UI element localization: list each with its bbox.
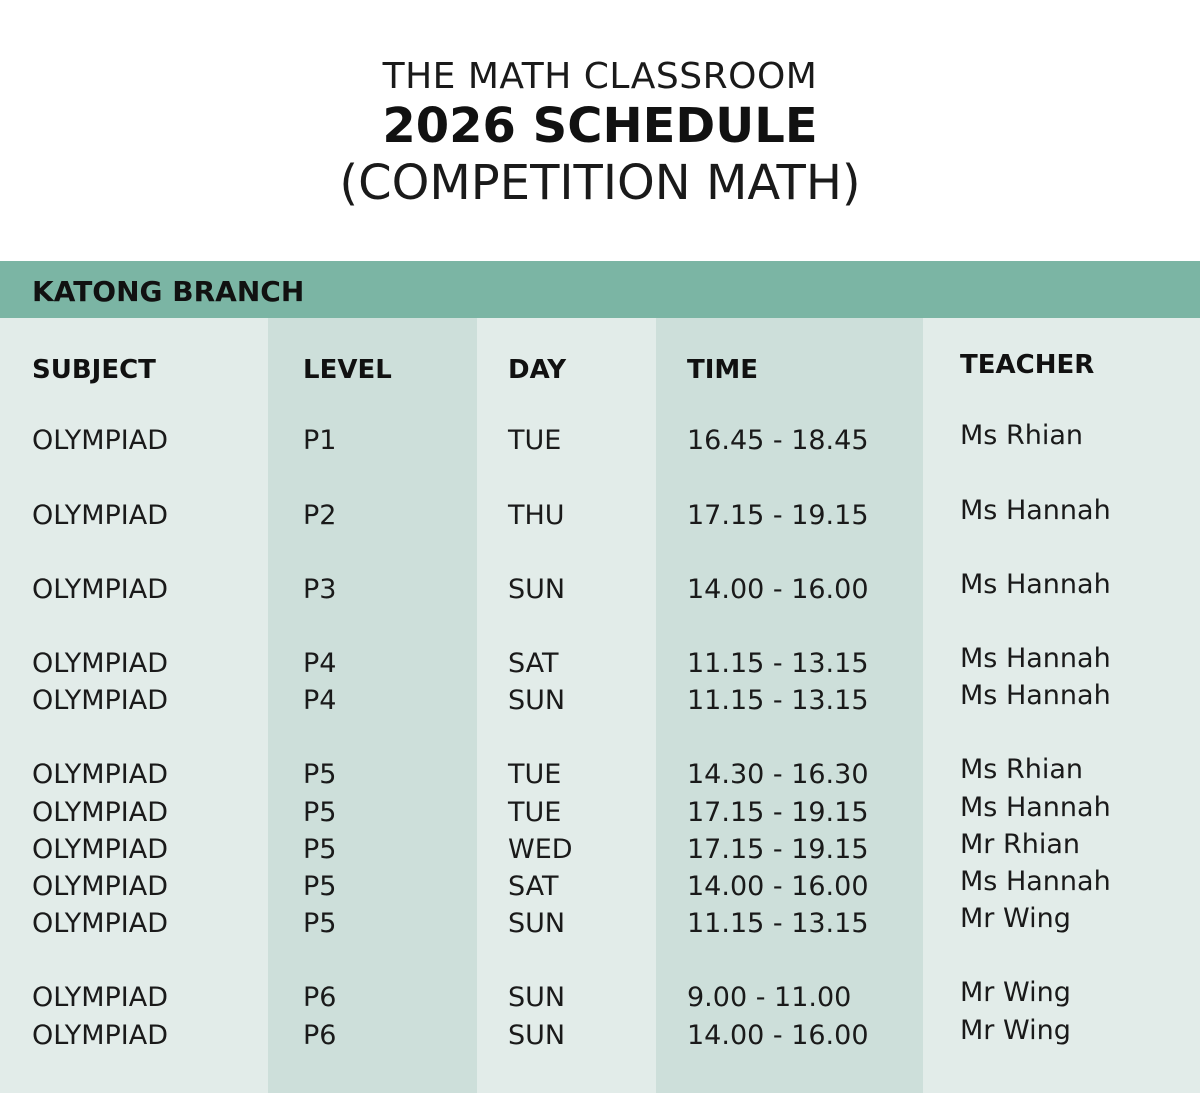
cell-teacher: Ms Rhian: [960, 420, 1083, 451]
cell-level: P5: [303, 759, 337, 790]
cell-time: 16.45 - 18.45: [687, 425, 869, 456]
cell-level: P5: [303, 908, 337, 939]
title-schedule-year: 2026 SCHEDULE: [382, 98, 818, 154]
cell-time: 17.15 - 19.15: [687, 500, 869, 531]
header-level: LEVEL: [303, 355, 392, 385]
cell-subject: OLYMPIAD: [32, 425, 169, 456]
header-day: DAY: [508, 355, 567, 385]
cell-level: P1: [303, 425, 337, 456]
cell-time: 9.00 - 11.00: [687, 982, 852, 1013]
cell-time: 11.15 - 13.15: [687, 908, 869, 939]
cell-day: TUE: [508, 759, 562, 790]
cell-subject: OLYMPIAD: [32, 574, 169, 605]
cell-subject: OLYMPIAD: [32, 908, 169, 939]
cell-subject: OLYMPIAD: [32, 1020, 169, 1051]
header-teacher: TEACHER: [960, 350, 1095, 380]
cell-time: 17.15 - 19.15: [687, 797, 869, 828]
cell-day: SUN: [508, 982, 566, 1013]
cell-day: SAT: [508, 648, 559, 679]
cell-subject: OLYMPIAD: [32, 500, 169, 531]
cell-day: SUN: [508, 685, 566, 716]
schedule-table: [0, 318, 1200, 1093]
cell-teacher: Mr Wing: [960, 977, 1071, 1008]
cell-teacher: Ms Hannah: [960, 569, 1111, 600]
cell-day: TUE: [508, 797, 562, 828]
cell-level: P4: [303, 685, 337, 716]
cell-level: P2: [303, 500, 337, 531]
cell-level: P6: [303, 1020, 337, 1051]
cell-day: SAT: [508, 871, 559, 902]
cell-subject: OLYMPIAD: [32, 834, 169, 865]
cell-subject: OLYMPIAD: [32, 648, 169, 679]
cell-level: P5: [303, 834, 337, 865]
cell-teacher: Ms Hannah: [960, 643, 1111, 674]
cell-time: 11.15 - 13.15: [687, 685, 869, 716]
branch-label: KATONG BRANCH: [32, 275, 305, 308]
header-time: TIME: [687, 355, 759, 385]
cell-teacher: Mr Wing: [960, 903, 1071, 934]
cell-teacher: Mr Wing: [960, 1015, 1071, 1046]
cell-time: 14.30 - 16.30: [687, 759, 869, 790]
cell-subject: OLYMPIAD: [32, 871, 169, 902]
cell-level: P6: [303, 982, 337, 1013]
cell-time: 14.00 - 16.00: [687, 871, 869, 902]
cell-teacher: Ms Hannah: [960, 495, 1111, 526]
cell-time: 14.00 - 16.00: [687, 1020, 869, 1051]
level-column-band: [268, 318, 477, 1093]
cell-teacher: Ms Rhian: [960, 754, 1083, 785]
cell-day: WED: [508, 834, 573, 865]
cell-day: THU: [508, 500, 565, 531]
cell-level: P5: [303, 797, 337, 828]
title-school-name: THE MATH CLASSROOM: [382, 56, 818, 97]
cell-subject: OLYMPIAD: [32, 982, 169, 1013]
cell-day: SUN: [508, 574, 566, 605]
cell-day: TUE: [508, 425, 562, 456]
cell-subject: OLYMPIAD: [32, 759, 169, 790]
cell-teacher: Ms Hannah: [960, 792, 1111, 823]
cell-teacher: Ms Hannah: [960, 680, 1111, 711]
cell-level: P5: [303, 871, 337, 902]
cell-time: 17.15 - 19.15: [687, 834, 869, 865]
title-subtitle: (COMPETITION MATH): [339, 155, 861, 211]
cell-time: 14.00 - 16.00: [687, 574, 869, 605]
cell-subject: OLYMPIAD: [32, 685, 169, 716]
header-subject: SUBJECT: [32, 355, 156, 385]
cell-level: P4: [303, 648, 337, 679]
cell-level: P3: [303, 574, 337, 605]
cell-time: 11.15 - 13.15: [687, 648, 869, 679]
cell-subject: OLYMPIAD: [32, 797, 169, 828]
branch-bar: [0, 261, 1200, 318]
cell-day: SUN: [508, 908, 566, 939]
cell-teacher: Mr Rhian: [960, 829, 1081, 860]
cell-day: SUN: [508, 1020, 566, 1051]
cell-teacher: Ms Hannah: [960, 866, 1111, 897]
